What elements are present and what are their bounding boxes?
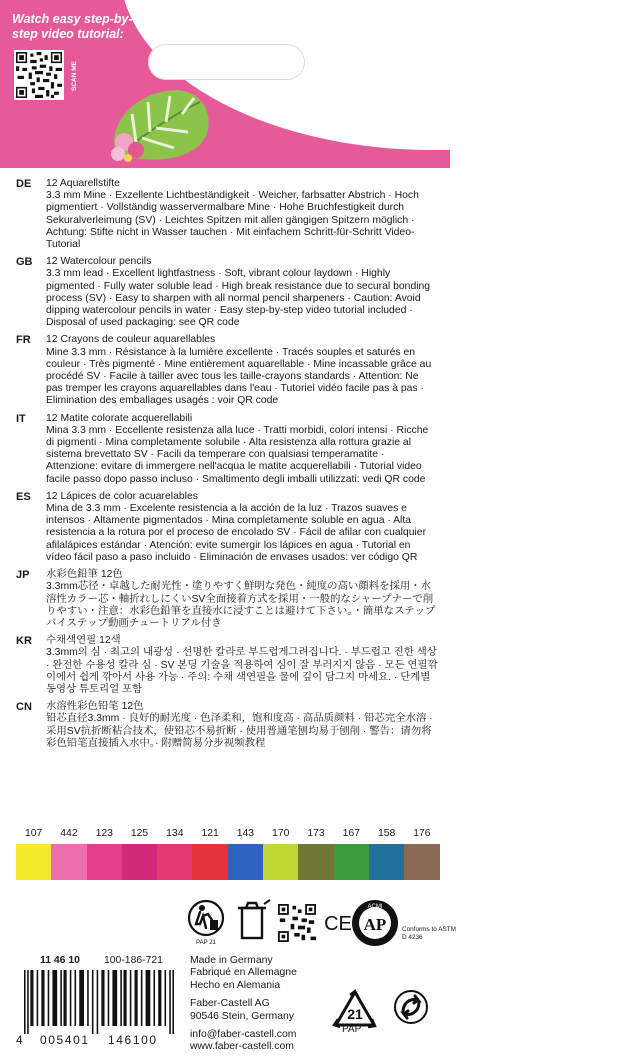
lang-body: 铅芯直径3.3mm · 良好的耐光度 · 色泽柔和，饱和度高 · 高品质颜料 · 铅芯完全水溶 · 采用SV抗折断粘合技术，使铅芯不易折断 · 使用普通笔刨均易于刨削 · 警告：请勿将彩色铅笔直接插入水中。· 附赠简易分步视频教程 — [46, 713, 433, 749]
swatch-number: 125 — [130, 828, 149, 839]
ce-mark-text: CE — [324, 913, 352, 935]
ean-barcode — [16, 970, 176, 1048]
company-name: Faber-Castell AG — [190, 998, 270, 1010]
ap-seal-icon — [350, 898, 400, 948]
lang-title: 12 Watercolour pencils — [46, 256, 152, 268]
color-swatch — [228, 844, 263, 880]
barcode-first-digit: 4 — [16, 1033, 23, 1047]
swatch-number: 121 — [201, 828, 219, 839]
barcode-left-digits: 005401 — [40, 1033, 90, 1047]
color-swatch — [334, 844, 369, 880]
swatch-number: 170 — [272, 828, 290, 839]
pap-caption: PAP 21 — [196, 940, 216, 946]
swatch-number: 176 — [413, 828, 431, 839]
lang-code: JP — [16, 569, 30, 582]
color-swatch — [404, 844, 439, 880]
lang-title: 12 Lápices de color acuarelables — [46, 490, 198, 502]
swatch-number: 442 — [60, 828, 78, 839]
tutorial-label: Watch easy step-by-step video tutorial: — [12, 12, 133, 41]
disposal-qr-code[interactable] — [278, 904, 316, 942]
lang-body: Mine 3.3 mm · Résistance à la lumière excellente · Tracés souples et saturés en couleur · Très pigmenté · Mine entièrement aquarellable · Mine incassable grâce au procédé SV · Facile à tailler avec tous les taille-crayons standards · Attention: Ne pas tremper les crayons aquarellables dans l'eau · Tutoriel vidéo facile pas à pas · Elimination des emballages usagés : voir QR code — [46, 346, 432, 407]
barcode-bars — [24, 970, 174, 1034]
header-band — [0, 0, 450, 168]
lang-title: 12 Matite colorate acquerellabili — [46, 412, 193, 424]
lang-body: 3.3mm의 심 · 최고의 내광성 · 선명한 칼라로 부드럽게그려집니다. · 부드럽고 진한 색상 · 완전한 수용성 칼라 심 · SV 본딩 기술을 적용하여 심이 잘 부러지지 않음 · 모든 연필깎이에서 쉽게 깎아서 사용 가능 · 주의: 수채 색연필을 물에 깊이 담그지 마세요. · 단계별 동영상 튜토리얼 포함 — [46, 647, 438, 695]
product-code: 100-186-721 — [104, 955, 163, 966]
lang-block-es — [16, 491, 438, 564]
lang-block-de — [16, 178, 438, 251]
lang-code: KR — [16, 635, 32, 648]
swatch-color-row — [16, 844, 440, 880]
contact-email[interactable]: info@faber-castell.com — [190, 1029, 297, 1041]
article-number: 11 46 10 — [40, 955, 80, 966]
lang-body: 3.3 mm Mine · Exzellente Lichtbeständigkeit · Weicher, farbsatter Abstrich · Hoch pigmentiert · Vollständig wasservermalbare Mine · Hohe Bruchfestigkeit durch Sekuralverleimung (SV) · Leichtes Spitzen mit allen gängigen Spitzern möglich · Achtung: Stifte nicht in Wasser tauchen · Mit einfachem Schritt-für-Schritt Video-Tutorial — [46, 190, 419, 251]
swatch-number-row — [16, 828, 440, 842]
lang-code: IT — [16, 412, 26, 425]
swatch-number: 167 — [342, 828, 360, 839]
color-swatch — [122, 844, 157, 880]
lang-block-kr — [16, 635, 438, 696]
certification-logos — [186, 898, 456, 956]
lang-body: Mina 3.3 mm · Eccellente resistenza alla luce · Tratti morbidi, colori intensi · Ricche di pigmenti · Mina completamente solubile · Alta resistenza alla rottura grazie al sistema brevettato SV · Facili da temperare con qualsiasi temperamatite · Attenzione: evitare di immergere nell'acqua le matite acquerellabili · Tutorial video facile passo dopo passo incluso · Smaltimento degli imballi utilizzati: vedi QR code — [46, 424, 429, 485]
swatch-number: 107 — [24, 828, 43, 839]
made-in-fr: Fabriqué en Allemagne — [190, 967, 297, 979]
color-swatch — [16, 844, 51, 880]
lang-block-fr — [16, 334, 438, 407]
lang-code: GB — [16, 256, 33, 269]
color-swatch-row — [16, 828, 440, 880]
hang-hole — [148, 44, 305, 80]
lang-code: FR — [16, 334, 31, 347]
tidyman-recycling-icon — [186, 898, 226, 946]
color-swatch — [51, 844, 86, 880]
barcode-right-digits: 146100 — [108, 1033, 158, 1047]
swatch-number: 158 — [377, 828, 396, 839]
lang-code: DE — [16, 178, 32, 190]
color-swatch — [369, 844, 404, 880]
lang-body: 3.3 mm lead · Excellent lightfastness · Soft, vibrant colour laydown · Highly pigmented · Fully water soluble lead · High break resistance due to secural bonding process (SV) · Easy to sharpen with all normal pencil sharpeners · Caution: Avoid dipping watercolour pencils in water · Easy step-by-step video tutorial included · Disposal of used packaging: see QR code — [46, 268, 431, 329]
swatch-number: 143 — [236, 828, 255, 839]
color-swatch — [298, 844, 333, 880]
lang-code: ES — [16, 490, 31, 503]
website-link[interactable]: www.faber-castell.com — [190, 1041, 294, 1053]
color-swatch — [157, 844, 192, 880]
recycling-number: 21 — [347, 1006, 363, 1022]
lang-body: 3.3mm芯径・卓越した耐光性・塗りやすく鮮明な発色・純度の高い顔料を採用・水溶性カラー芯・軸折れしにくいSV全面接着方式を採用・一般的なシャープナーで削りやすい・注意：水彩色鉛筆を直接水に浸すことは避けて下さい。・簡単なステップバイステップ動画チュートリアル付き — [46, 581, 436, 629]
ap-seal-top-text: ACMI — [367, 904, 383, 910]
company-city: 90546 Stein, Germany — [190, 1010, 294, 1022]
lang-title: 水彩色鉛筆 12色 — [46, 569, 123, 581]
lang-block-it — [16, 413, 438, 486]
ap-seal-mark: AP — [363, 915, 387, 934]
crossed-bin-icon — [234, 900, 270, 944]
lang-title: 12 Crayons de couleur aquarellables — [46, 334, 216, 346]
color-swatch — [263, 844, 298, 880]
lang-title: 12 Aquarellstifte — [46, 178, 120, 189]
swatch-number: 123 — [95, 828, 113, 839]
lang-title: 수채색연필 12색 — [46, 635, 121, 647]
scan-me-label — [68, 54, 84, 98]
tutorial-qr-code[interactable] — [14, 50, 64, 100]
manufacturer-address — [190, 955, 297, 1054]
lang-block-gb — [16, 256, 438, 329]
color-swatch — [87, 844, 122, 880]
lang-code: CN — [16, 701, 32, 714]
green-dot-icon — [394, 990, 428, 1024]
qr-code-icon — [16, 52, 62, 98]
recycling-caption: PAP — [342, 1024, 362, 1035]
lang-body: Mina de 3.3 mm · Excelente resistencia a la acción de la luz · Trazos suaves e intensos · Altamente pigmentados · Mina completamente soluble en agua · Alta resistencia a la rotura por el proceso de encolado SV · Fácil de afilar con cualquier afilalápices estándar · Atención: evite sumergir los lápices en agua · Tutorial en vídeo fácil paso a paso incluido · Eliminación de envases usados: ver código QR — [46, 503, 427, 563]
lang-block-jp — [16, 569, 438, 630]
made-in-es: Hecho en Alemania — [190, 979, 281, 991]
monstera-leaf-illustration — [96, 84, 216, 168]
astm-conformance-text: Conforms to ASTM D 4236 — [402, 926, 456, 941]
swatch-number: 134 — [166, 828, 184, 839]
made-in-de: Made in Germany — [190, 955, 273, 966]
ce-mark-icon — [324, 910, 352, 934]
lang-block-cn — [16, 701, 438, 750]
scan-me-text: SCAN ME — [71, 61, 78, 91]
swatch-number: 173 — [307, 828, 325, 839]
qr-code-icon — [278, 904, 316, 942]
lang-title: 水溶性彩色铅笔 12色 — [46, 701, 144, 713]
color-swatch — [192, 844, 227, 880]
description-section — [16, 178, 438, 755]
